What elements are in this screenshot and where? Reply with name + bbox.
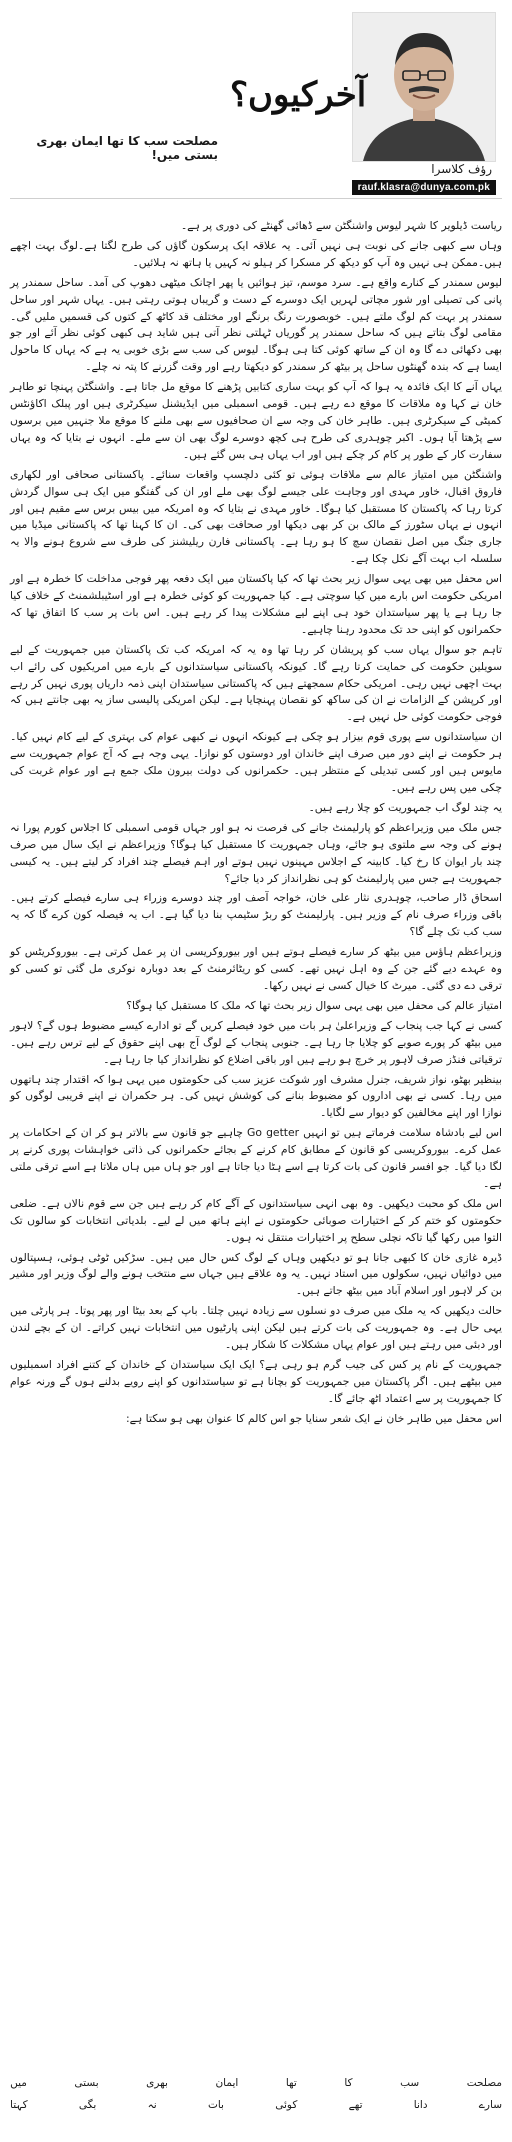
body-paragraph: حالت دیکھیں کہ یہ ملک میں صرف دو نسلوں سے زیادہ نہیں چلتا۔ باپ کے بعد بیٹا اور پھر پوتا۔ ہر پارٹی میں یہی حال ہے۔ وہ جمہوریت کی بات کرتے ہیں لیکن اپنی پارٹیوں میں انتخابات نہیں کراتے۔ ان کے بچے لندن اور دبئی میں رہتے ہیں اور عوام یہاں مشکلات کا شکار ہیں۔ xyxy=(10,1304,502,1352)
verse-word: سارے xyxy=(478,2099,502,2111)
author-email[interactable]: rauf.klasra@dunya.com.pk xyxy=(352,180,496,195)
body-paragraph: ان سیاستدانوں سے پوری قوم بیزار ہو چکی ہے کیونکہ انہوں نے کبھی عوام کی بہتری کے لیے کام نہیں کیا۔ ہر حکومت نے اپنے دور میں صرف اپنے خاندان اور دوستوں کو نوازا۔ یہی وجہ ہے کہ آج عوام جمہوریت سے مایوس ہیں اور کسی تبدیلی کے منتظر ہیں۔ حکمرانوں کی دولت بیرون ملک جمع ہے اور عوام غربت کی چکی میں پس رہے ہیں۔ xyxy=(10,730,502,794)
body-paragraph: اسحاق ڈار صاحب، چوہدری نثار علی خان، خواجہ آصف اور چند دوسرے وزراء ہی سارے فیصلے کرتے ہیں۔ باقی وزراء صرف نام کے وزیر ہیں۔ پارلیمنٹ کو ربڑ سٹیمپ بنا دیا گیا ہے۔ اب یہ فیصلہ کون کرے گا کہ یہ سب کب تک چلے گا؟ xyxy=(10,891,502,939)
verse-line-1 xyxy=(10,2072,502,2094)
body-paragraph: جس ملک میں وزیراعظم کو پارلیمنٹ جانے کی فرصت نہ ہو اور جہاں قومی اسمبلی کا اجلاس کورم پورا نہ ہونے کی وجہ سے ملتوی ہو جائے، وہاں جمہوریت کا مستقبل کیا ہوگا؟ وزیراعظم نے ایک سال میں صرف چند بار ایوان کا رخ کیا۔ کابینہ کے اجلاس مہینوں نہیں ہوتے اور اہم فیصلے چند افراد کر لیتے ہیں۔ یہ کیسی جمہوریت ہے جس میں پارلیمنٹ کو ہی نظرانداز کر دیا جائے؟ xyxy=(10,820,502,885)
verse-word: مصلحت xyxy=(466,2077,502,2089)
body-paragraph: اس محفل میں بھی یہی سوال زیر بحث تھا کہ کیا پاکستان میں ایک دفعہ پھر فوجی مداخلت کا خطرہ ہے اور امریکی حکومت اس بارے میں کیا سوچتی ہے۔ کیا جمہوریت کو کوئی خطرہ ہے اور اسٹیبلشمنٹ کے خلاف کیا جا رہا ہے یا پھر سیاستدان خود ہی اپنے لیے مشکلات پیدا کر رہے ہیں۔ اس بات پر سب کا اتفاق تھا کہ حکمرانوں کو اپنی حد تک محدود رہنا چاہیے۔ xyxy=(10,572,502,636)
verse-word: سب xyxy=(400,2077,420,2089)
body-paragraph: کسی نے کہا جب پنجاب کے وزیراعلیٰ ہر بات میں خود فیصلے کریں گے تو ادارے کیسے مضبوط ہوں گے؟ لاہور میں بیٹھ کر پورے صوبے کو چلایا جا رہا ہے۔ جنوبی پنجاب کے لوگ آج بھی اپنے حقوق کے لیے ترس رہے ہیں۔ ترقیاتی فنڈز صرف لاہور پر خرچ ہو رہے ہیں اور باقی اضلاع کو نظرانداز کیا جا رہا ہے۔ xyxy=(10,1018,502,1066)
body-paragraph: وزیراعظم ہاؤس میں بیٹھ کر سارے فیصلے ہوتے ہیں اور بیوروکریسی ان پر عمل کرتی ہے۔ بیوروکریٹس کو وہ عہدے دیے گئے جن کے وہ اہل نہیں تھے۔ کسی کو ریٹائرمنٹ کے بعد دوبارہ نوکری مل گئی تو کسی کو ترقی دے دی گئی۔ میرٹ کا خیال کسی نے نہیں رکھا۔ xyxy=(10,945,502,992)
verse-word: کوئی xyxy=(275,2099,298,2111)
body-paragraph: ریاست ڈیلویر کا شہر لیوس واشنگٹن سے ڈھائی گھنٹے کی دوری پر ہے۔ xyxy=(180,219,502,232)
body-paragraph: تاہم جو سوال یہاں سب کو پریشان کر رہا تھا وہ یہ کہ امریکہ کب تک پاکستان میں جمہوریت کے لیے سویلین حکومت کی حمایت کرتا رہے گا۔ کیونکہ پاکستانی سیاستدانوں کے بارے میں امریکیوں کی رائے اب بہت اچھی نہیں رہی۔ امریکی حکام سمجھتے ہیں کہ پاکستانی سیاستدان اپنی ذمہ داریاں پوری نہیں کر رہے اور کرپشن کے الزامات نے ان کی ساکھ کو نقصان پہنچایا ہے۔ لیکن امریکی پالیسی ساز یہ بھی جانتے ہیں کہ فوجی حکومت کوئی حل نہیں ہے۔ xyxy=(10,642,502,724)
body-paragraph: لیوس سمندر کے کنارے واقع ہے۔ سرد موسم، تیز ہوائیں یا پھر اچانک میٹھی دھوپ کی آمد۔ ساحل سمندر پر پانی کی تصیلی اور شور مچاتی لہریں ایک دوسرے کے دست و گریباں ہوتی رہتی ہیں۔ یہاں شہر اور ساحل سمندر پر بہت کم لوگ ملتے ہیں۔ خوبصورت رنگ برنگے اور مختلف قد کاٹھ کے کتوں کی قسمیں ملیں گی۔ مقامی لوگ بتاتے ہیں کہ ساحل سمندر پر گوریاں ٹہلتی نظر آتی ہیں شاید ہی کبھی کوئی نظر آئے اور جو بھی دکھائی دے گا وہ ان کے ساتھ کوئی کتا ہی ہوگا۔ لیوس کی سب سے بڑی خوبی یہ ہے کہ یہاں کا ماحول ایسا ہے کہ بندہ گھنٹوں ساحل پر بیٹھ کر سمندر کو دیکھتا رہے اور وقت گزرنے کا پتہ نہ چلے۔ xyxy=(10,275,502,374)
body-paragraph: ڈیرہ غازی خان کا کبھی جانا ہو تو دیکھیں وہاں کے لوگ کس حال میں ہیں۔ سڑکیں ٹوٹی ہوئی، ہسپتالوں میں دوائیاں نہیں، سکولوں میں استاد نہیں۔ یہ وہ علاقے ہیں جہاں سے منتخب ہونے والے لوگ وزیر اور مشیر بن کر لاہور اور اسلام آباد میں بیٹھ جاتے ہیں۔ xyxy=(10,1250,502,1298)
verse-word: میں xyxy=(10,2077,27,2089)
body-paragraph: وہاں سے کبھی جانے کی نوبت ہی نہیں آئی۔ یہ علاقہ ایک پرسکون گاؤں کی طرح لگتا ہے۔لوگ بہت اچھے ہیں۔ممکن ہی نہیں وہ آپ کو دیکھ کر مسکرا کر ہیلو نہ کہیں یا ہاتھ نہ ہلائیں۔ xyxy=(10,238,502,269)
body-paragraph: امتیاز عالم کی محفل میں بھی یہی سوال زیر بحث تھا کہ ملک کا مستقبل کیا ہوگا؟ xyxy=(126,998,502,1012)
author-name: رؤف کلاسرا xyxy=(431,162,492,176)
verse-word: نہ xyxy=(147,2099,157,2111)
verse-word: بات xyxy=(207,2099,224,2111)
body-paragraph: اس ملک کو محبت دیکھیں۔ وہ بھی انہی سیاستدانوں کے آگے کام کر رہے ہیں جن سے قوم نالاں ہے۔ ضلعی حکومتوں کو ختم کر کے اختیارات صوبائی حکومتوں نے اپنے ہاتھ میں لے لیے۔ بلدیاتی انتخابات کو سالوں تک التوا میں رکھا گیا تاکہ نچلی سطح پر اختیارات منتقل نہ ہوں۔ xyxy=(10,1196,502,1244)
body-paragraph: واشنگٹن میں امتیاز عالم سے ملاقات ہوئی تو کئی دلچسپ واقعات سنائے۔ پاکستانی صحافی اور لکھاری فاروق اقبال، خاور مہدی اور وجاہت علی جیسے لوگ بھی ملے اور ان کی گفتگو میں ایک ہی سوال گردش کرتا رہا کہ پاکستان کا مستقبل کیا ہوگا۔ خاور مہدی نے بتایا کہ وہ امریکہ میں بیس برس سے مقیم ہیں اور انہوں نے یہاں سٹورز کے مالک بن کر بھی دیکھا اور صحافت بھی کی۔ ان کا کہنا تھا کہ پاکستانی میڈیا میں جاری جنگ میں اصل نقصان سچ کا ہو رہا ہے۔ پاکستانی فارن ریلیشنز کی طرف سے شروع ہونے والا یہ سلسلہ اب بہت آگے نکل چکا ہے۔ xyxy=(10,467,502,566)
author-photo xyxy=(352,12,496,162)
body-paragraph: جمہوریت کے نام پر کس کی جیب گرم ہو رہی ہے؟ ایک ایک سیاستدان کے خاندان کے کتنے افراد اسمبلیوں میں بیٹھے ہیں۔ اگر پاکستان میں جمہوریت کو بچانا ہے تو سیاستدانوں کو اپنے رویے بدلنے ہوں گے ورنہ عوام کا جمہوریت پر سے اعتماد اٹھ جائے گا۔ xyxy=(10,1358,502,1405)
body-paragraph: یہاں آنے کا ایک فائدہ یہ ہوا کہ آپ کو بہت ساری کتابیں پڑھنے کا موقع مل جاتا ہے۔ واشنگٹن پہنچا تو طاہر خان نے کہا وہ ملاقات کا موقع دے رہے ہیں۔ قومی اسمبلی میں ایڈیشنل سیکرٹری ہیں اور پبلک اکاؤنٹس کمیٹی کے سیکرٹری ہیں۔ طاہر خان کی وجہ سے ان صحافیوں سے بھی ملنے کا موقع ملا جنہیں میں برسوں سے پڑھتا آیا ہوں۔ اکبر چوہدری کی طرح ہی کچھ دوسرے لوگ بھی ان سے ملے۔ انہوں نے بتایا کہ وہ یہاں سفارت کار کے طور پر کام کر چکے ہیں اور اب یہاں ہی بس گئے ہیں۔ xyxy=(10,380,502,461)
verse-word: دانا xyxy=(413,2099,428,2111)
body-paragraph: اس محفل میں طاہر خان نے ایک شعر سنایا جو اس کالم کا عنوان بھی ہو سکتا ہے: xyxy=(125,1411,502,1425)
verse-word: بستی xyxy=(74,2077,99,2089)
body-paragraph: یہ چند لوگ اب جمہوریت کو چلا رہے ہیں۔ xyxy=(308,800,502,814)
column-title: مصلحت سب کا تھا ایمان بھری بستی میں! xyxy=(36,134,218,162)
verse-word: ایمان xyxy=(215,2077,239,2089)
closing-verse xyxy=(10,2072,502,2116)
verse-word: تھے xyxy=(348,2099,363,2111)
verse-word: کہتا xyxy=(10,2099,28,2111)
column-body xyxy=(10,218,502,1431)
verse-word: تھا xyxy=(285,2077,297,2089)
brand-title: آخرکیوں؟ xyxy=(230,75,367,115)
author-portrait-icon xyxy=(353,13,495,161)
body-paragraph: اس لیے بادشاہ سلامت فرماتے ہیں تو انہیں Go getter چاہیے جو قانون سے بالاتر ہو کر ان کے احکامات پر عمل کرے۔ بیوروکریسی کو قانون کے مطابق کام کرنے کے بجائے حکمرانوں کی ذاتی خواہشات پوری کرنے پر لگا دیا گیا۔ جو افسر قانون کی بات کرتا ہے اسے ہٹا دیا جاتا ہے اور جو ہاں میں ہاں ملاتا ہے اسے ترقی ملتی ہے۔ xyxy=(10,1126,502,1190)
body-paragraph: بینظیر بھٹو، نواز شریف، جنرل مشرف اور شوکت عزیز سب کی حکومتوں میں یہی ہوا کہ اقتدار چند ہاتھوں میں رہا۔ کسی نے بھی اداروں کو مضبوط بنانے کی کوشش نہیں کی۔ ہر حکمران نے اپنے قریبی لوگوں کو نوازا اور اپنے مخالفین کو دیوار سے لگایا۔ xyxy=(10,1072,502,1120)
verse-line-2 xyxy=(10,2094,502,2116)
column-brand xyxy=(230,75,367,115)
verse-word: کا xyxy=(344,2077,353,2089)
verse-word: بھری xyxy=(146,2077,168,2089)
verse-word: بگی xyxy=(78,2099,97,2111)
column-header xyxy=(10,8,502,199)
